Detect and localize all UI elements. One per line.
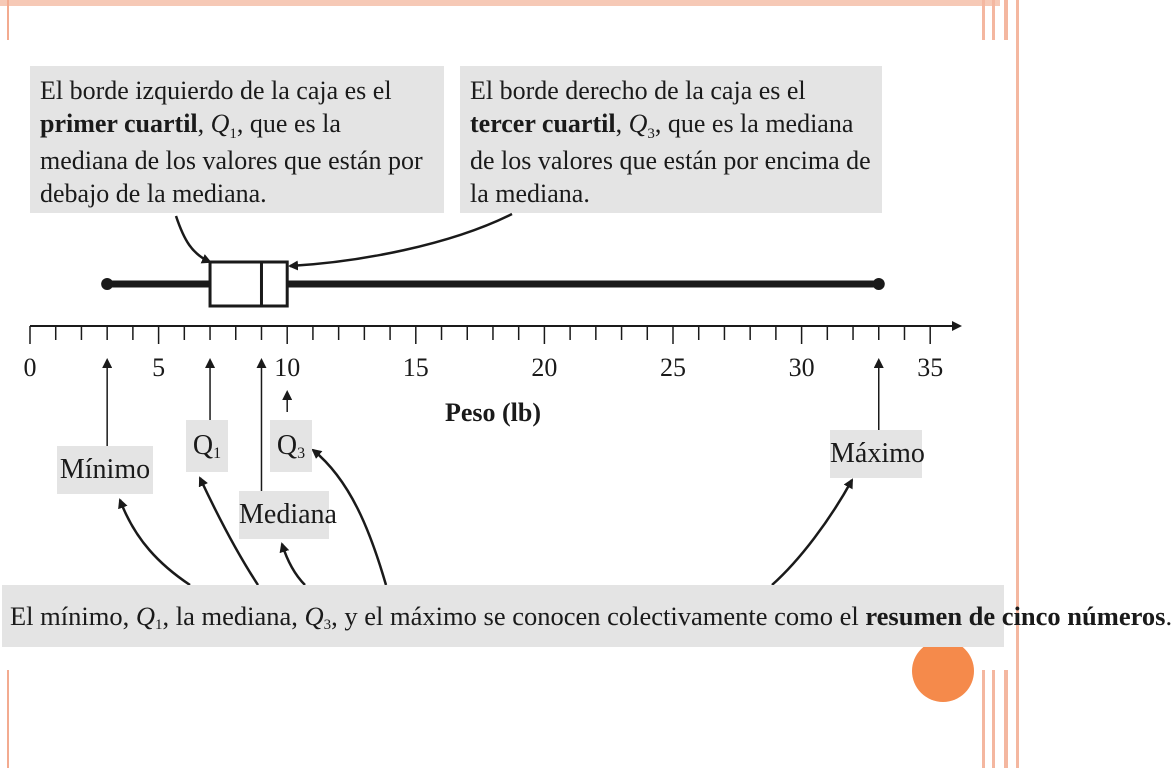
tick-label: 10 bbox=[274, 353, 301, 382]
summary-text-1: El mínimo, bbox=[10, 601, 136, 631]
label-maximum-text: Máximo bbox=[830, 438, 925, 469]
number-line-axis bbox=[24, 326, 961, 382]
summary-bold: resumen de cinco números bbox=[865, 601, 1166, 631]
summary-text-2: , la mediana, bbox=[162, 601, 305, 631]
label-q1 bbox=[186, 420, 228, 472]
callout-left-text-2: , bbox=[197, 109, 211, 139]
summary-text-3: , y el máximo se conocen colectivamente como el bbox=[331, 601, 866, 631]
label-q1-main: Q bbox=[192, 430, 214, 461]
boxplot bbox=[101, 262, 885, 306]
label-q3 bbox=[270, 420, 312, 472]
tick-label: 35 bbox=[917, 353, 944, 382]
arrow-maximum bbox=[772, 480, 852, 585]
tick-label: 25 bbox=[660, 353, 686, 382]
label-q1-sub: 1 bbox=[213, 445, 222, 462]
label-minimum bbox=[57, 446, 153, 494]
tick-label: 30 bbox=[788, 353, 815, 382]
summary-q-3: Q bbox=[304, 601, 324, 631]
arrow-first-quartile-callout bbox=[176, 216, 210, 262]
tick-label: 15 bbox=[402, 353, 429, 382]
callout-left-text-1: El borde izquierdo de la caja es el bbox=[40, 76, 392, 105]
callout-left-sub: 1 bbox=[229, 126, 237, 143]
callout-left-bold: primer cuartil bbox=[40, 109, 198, 139]
tick-label: 5 bbox=[152, 353, 166, 382]
callout-left-q: Q bbox=[210, 109, 230, 139]
label-q3-sub: 3 bbox=[297, 445, 306, 462]
arrow-median bbox=[282, 544, 305, 585]
label-minimum-text: Mínimo bbox=[59, 454, 151, 485]
arrow-minimum bbox=[120, 500, 190, 585]
callout-right-text-1: El borde derecho de la caja es el bbox=[470, 76, 806, 105]
maximum-point bbox=[873, 278, 885, 290]
summary-text-4: . bbox=[1165, 601, 1172, 631]
callout-right-text-3: , que es la mediana de los valores que están por encima de la mediana. bbox=[470, 109, 871, 209]
callout-right-sub: 3 bbox=[647, 126, 655, 143]
five-number-summary-caption bbox=[2, 585, 1172, 647]
arrow-third-quartile-callout bbox=[290, 214, 512, 266]
summary-sub-3: 3 bbox=[323, 617, 332, 633]
tick-label: 0 bbox=[23, 353, 37, 382]
interquartile-box bbox=[210, 262, 287, 306]
minimum-point bbox=[101, 278, 113, 290]
callout-left-text-3: , que es la mediana de los valores que están por debajo de la mediana. bbox=[40, 109, 423, 209]
label-maximum bbox=[830, 430, 925, 478]
summary-sub-1: 1 bbox=[155, 617, 163, 633]
callout-right-bold: tercer cuartil bbox=[470, 109, 616, 139]
callout-right-text-2: , bbox=[615, 109, 629, 139]
tick-label: 20 bbox=[531, 353, 558, 382]
axis-title: Peso (lb) bbox=[444, 398, 542, 427]
label-median-text: Mediana bbox=[239, 499, 337, 530]
summary-q-1: Q bbox=[135, 601, 156, 631]
label-median bbox=[239, 491, 337, 539]
label-q3-main: Q bbox=[276, 430, 298, 461]
callout-right-q: Q bbox=[628, 109, 648, 139]
